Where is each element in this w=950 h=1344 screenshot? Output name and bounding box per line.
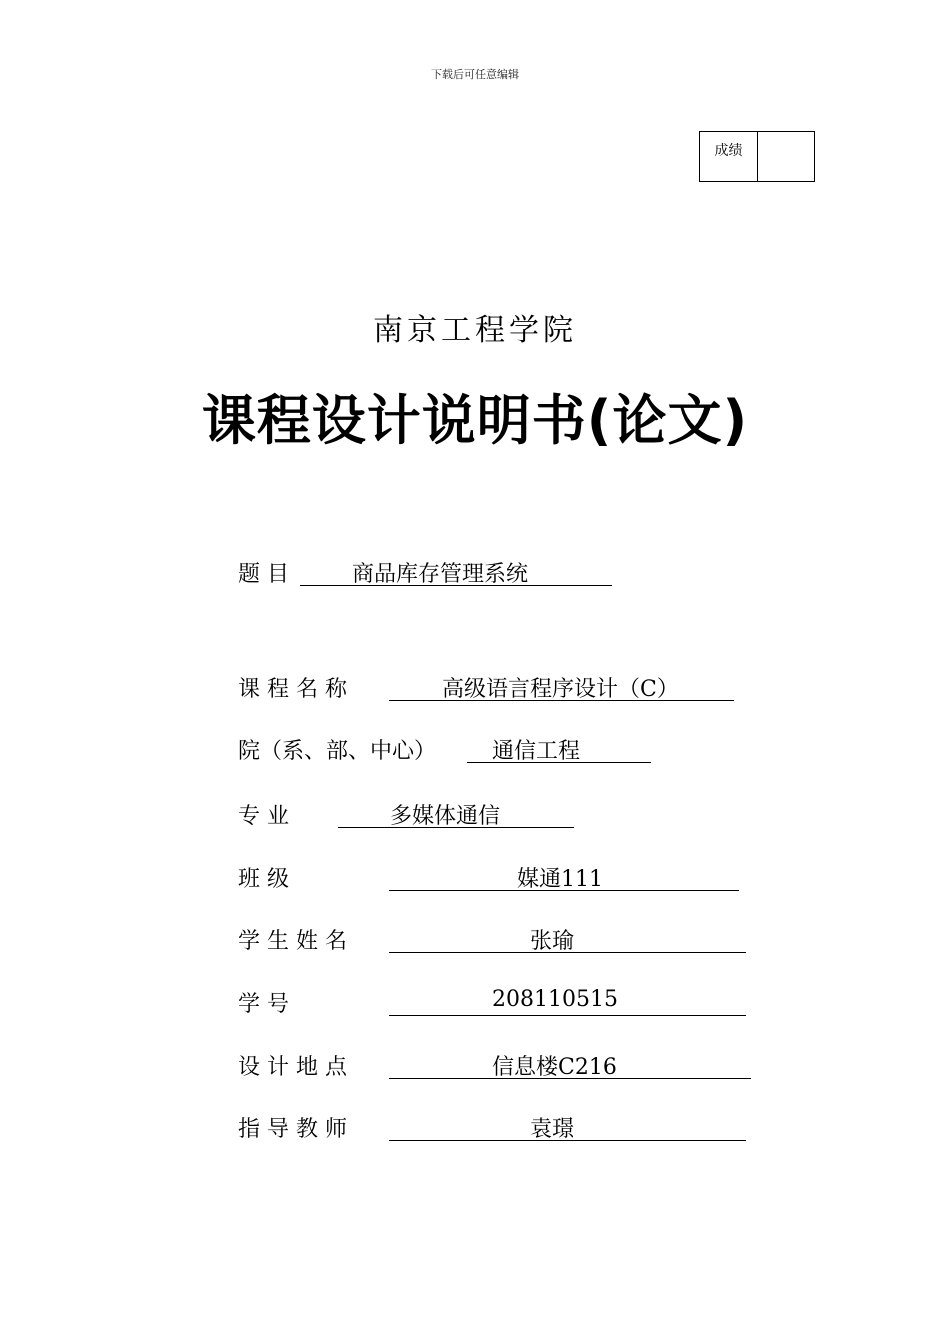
- school-name: 南京工程学院: [373, 313, 577, 348]
- id-label: 学 号: [238, 992, 289, 1017]
- dept-label: 院（系、部、中心）: [238, 739, 437, 764]
- score-box: [699, 131, 815, 182]
- place-value: 信息楼C216: [492, 1055, 617, 1080]
- place-label: 设 计 地 点: [238, 1055, 347, 1080]
- id-value: 208110515: [492, 987, 618, 1012]
- class-value: 媒通111: [517, 867, 603, 892]
- document-title: 课程设计说明书(论文): [201, 389, 749, 452]
- topic-label: 题 目: [238, 562, 289, 587]
- dept-value: 通信工程: [492, 739, 581, 764]
- score-label: 成绩: [700, 132, 758, 181]
- class-label: 班 级: [238, 867, 289, 892]
- course-value: 高级语言程序设计（C）: [442, 677, 679, 702]
- header-note: 下载后可任意编辑: [431, 68, 519, 81]
- advisor-label: 指 导 教 师: [238, 1117, 347, 1142]
- student-label: 学 生 姓 名: [238, 929, 347, 954]
- course-label: 课 程 名 称: [238, 677, 347, 702]
- topic-value: 商品库存管理系统: [352, 562, 529, 587]
- major-label: 专 业: [238, 804, 289, 829]
- advisor-value: 袁璟: [530, 1117, 575, 1142]
- major-value: 多媒体通信: [390, 804, 501, 829]
- student-value: 张瑜: [530, 929, 575, 954]
- score-value: [758, 132, 814, 181]
